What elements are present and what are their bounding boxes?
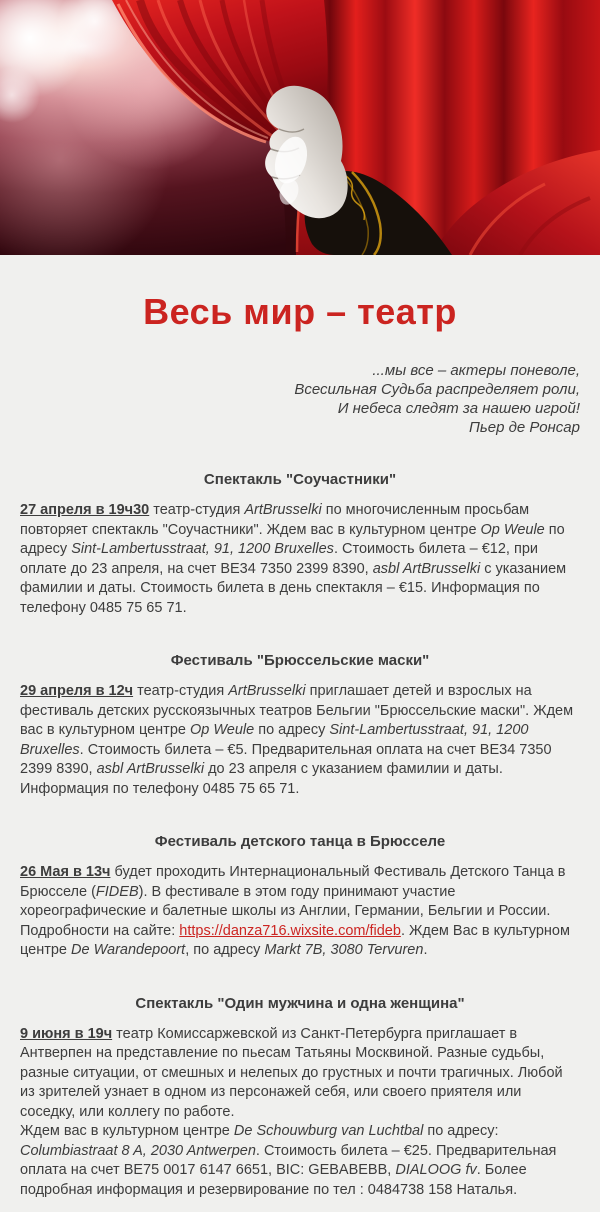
- text-run: Op Weule: [189, 722, 255, 738]
- text-run: .: [423, 942, 428, 958]
- text-run: . Стоимость билета – €25. Предварительная оплата на счет BE75 0017 6147 6651, BIC: GEBABEBB,: [20, 1142, 557, 1178]
- text-run: ). В фестивале в этом году принимают участие хореографические и балетные школы из Англии, Германии, Бельгии и России. Подробности на сайте:: [20, 883, 551, 939]
- text-run: De Warandepoort: [71, 942, 186, 958]
- text-run: театр-студия: [149, 502, 245, 518]
- epigraph: [20, 361, 580, 437]
- text-run: ArtBrusselki: [228, 683, 306, 699]
- text-run: DIALOOG fv: [395, 1162, 477, 1178]
- text-run: Sint-Lambertusstraat, 91, 1200 Bruxelles: [20, 722, 529, 758]
- event-paragraph: [20, 1025, 580, 1201]
- newsletter-body: [0, 291, 600, 1212]
- hero-image: [0, 0, 600, 255]
- text-run: , по адресу: [185, 942, 265, 958]
- curtain-illustration: [0, 0, 600, 255]
- text-run: Op Weule: [480, 521, 545, 538]
- text-run: Ждем вас в культурном центре: [20, 1123, 234, 1139]
- page-title: Весь мир – театр: [143, 291, 457, 332]
- text-run: . Более подробная информация и резервирование по тел : 0484738 158 Наталья.: [20, 1162, 527, 1198]
- text-run: по адресу: [20, 521, 565, 557]
- event-paragraph: [20, 501, 580, 618]
- event-date: 27 апреля в 19ч30: [20, 502, 150, 518]
- text-run: приглашает детей и взрослых на фестиваль детских русскоязычных театров Бельгии "Брюссельские маски". Ждем вас в культурном центре: [20, 683, 574, 738]
- text-run: Columbiastraat 8 A, 2030 Antwerpen: [20, 1142, 256, 1159]
- event-section: [20, 471, 580, 618]
- text-run: по многочисленным просьбам повторяет спектакль "Соучастники". Ждем вас в культурном центре: [20, 502, 530, 538]
- text-run: театр Комиссаржевской из Санкт-Петербурга приглашает в Антверпен на представление по пьесам Татьяны Москвиной. Разные судьбы, разные ситуации, от смешных и нелепых до грустных и почти трагичных. Любой из зрителей узнает в одном из персонажей себя, или своего приятеля или соседку, или коллегу по работе.: [20, 1025, 563, 1120]
- text-run: театр-студия: [133, 683, 229, 699]
- event-heading: Фестиваль "Брюссельские маски": [170, 652, 430, 669]
- text-run: с указанием фамилии и даты. Стоимость билета в день спектакля – €15. Информация по телефону 0485 75 65 71.: [20, 560, 567, 616]
- event-section: [20, 995, 580, 1201]
- text-run: . Ждем Вас в культурном центре: [20, 922, 570, 958]
- event-section: [20, 833, 580, 961]
- text-run: asbl ArtBrusselki: [372, 560, 481, 577]
- event-paragraph: [20, 863, 580, 961]
- text-run: Sint-Lambertusstraat, 91, 1200 Bruxelles: [71, 541, 334, 557]
- text-run: по адресу:: [423, 1123, 499, 1139]
- text-run: . Стоимость билета – €5. Предварительная оплата на счет BE34 7350 2399 8390,: [20, 741, 552, 777]
- text-run: ArtBrusselki: [244, 502, 322, 518]
- text-run: до 23 апреля с указанием фамилии и даты. Информация по телефону 0485 75 65 71.: [20, 761, 503, 797]
- epigraph-line: Всесильная Судьба распределяет роли,: [294, 381, 580, 398]
- event-section: [20, 652, 580, 799]
- event-date: 29 апреля в 12ч: [20, 683, 134, 699]
- epigraph-line: И небеса следят за нашею игрой!: [337, 400, 580, 417]
- epigraph-author: Пьер де Ронсар: [468, 419, 580, 436]
- event-heading: Спектакль "Один мужчина и одна женщина": [135, 994, 465, 1012]
- text-run: FIDEB: [95, 883, 139, 900]
- text-run: . Стоимость билета – €12, при оплате до 23 апреля, на счет BE34 7350 2399 8390,: [20, 541, 538, 577]
- epigraph-line: ...мы все – актеры поневоле,: [372, 362, 580, 379]
- text-run: De Schouwburg van Luchtbal: [233, 1123, 424, 1139]
- fideb-link[interactable]: https://danza716.wixsite.com/fideb: [179, 922, 401, 939]
- text-run: по адресу: [254, 722, 330, 738]
- event-paragraph: [20, 682, 580, 799]
- event-date: 26 Мая в 13ч: [20, 864, 111, 880]
- text-run: Markt 7B, 3080 Tervuren: [264, 942, 424, 958]
- event-date: 9 июня в 19ч: [20, 1025, 113, 1042]
- event-heading: Спектакль "Соучастники": [203, 471, 397, 488]
- text-run: будет проходить Интернациональный Фестиваль Детского Танца в Брюсселе (: [20, 864, 566, 900]
- event-heading: Фестиваль детского танца в Брюсселе: [154, 833, 446, 850]
- text-run: asbl ArtBrusselki: [96, 761, 205, 777]
